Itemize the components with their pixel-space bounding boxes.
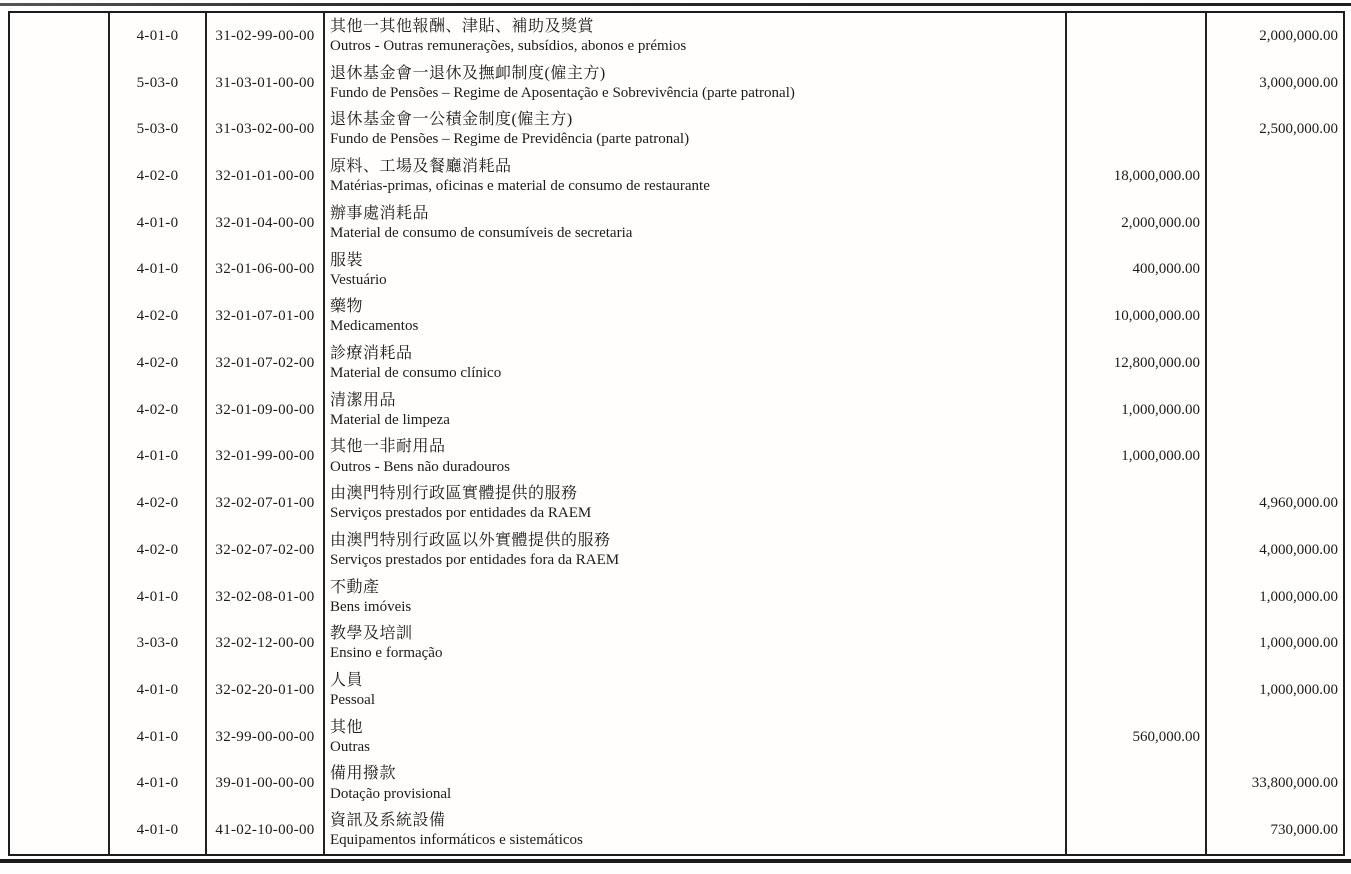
budget-code-cell: 32-02-08-01-00	[207, 574, 325, 621]
group-code-cell: 4-01-0	[110, 13, 207, 60]
description-pt: Ensino e formação	[330, 645, 443, 662]
amount-column2-cell	[1207, 200, 1343, 247]
description-zh: 診療消耗品	[330, 344, 413, 362]
budget-code-cell: 31-03-02-00-00	[207, 106, 325, 153]
group-code-cell: 4-01-0	[110, 761, 207, 808]
description-cell	[325, 387, 1067, 434]
description-pt: Pessoal	[330, 692, 375, 709]
amount-column1-cell	[1067, 574, 1207, 621]
amount-column1-cell: 18,000,000.00	[1067, 153, 1207, 200]
amount-column1-cell	[1067, 60, 1207, 107]
description-pt: Material de consumo clínico	[330, 365, 502, 382]
description-cell	[325, 527, 1067, 574]
page-bottom-rule	[0, 859, 1351, 863]
description-cell	[325, 293, 1067, 340]
amount-column1-cell	[1067, 807, 1207, 854]
amount-column2-cell	[1207, 387, 1343, 434]
description-cell	[325, 247, 1067, 294]
group-code-cell: 4-02-0	[110, 153, 207, 200]
org-code-cell	[10, 761, 110, 808]
org-code-cell	[10, 247, 110, 294]
description-zh: 辦事處消耗品	[330, 204, 430, 222]
description-cell	[325, 13, 1067, 60]
group-code-cell: 4-01-0	[110, 247, 207, 294]
description-cell	[325, 200, 1067, 247]
budget-code-cell: 39-01-00-00-00	[207, 761, 325, 808]
budget-code-cell: 41-02-10-00-00	[207, 807, 325, 854]
description-zh: 清潔用品	[330, 391, 397, 409]
org-code-cell	[10, 714, 110, 761]
amount-column1-cell	[1067, 620, 1207, 667]
description-pt: Material de limpeza	[330, 411, 450, 428]
amount-column2-cell	[1207, 247, 1343, 294]
group-code-cell: 3-03-0	[110, 620, 207, 667]
group-code-cell: 4-01-0	[110, 714, 207, 761]
budget-code-cell: 32-01-09-00-00	[207, 387, 325, 434]
org-code-cell	[10, 153, 110, 200]
group-code-cell: 4-02-0	[110, 387, 207, 434]
amount-column1-cell: 1,000,000.00	[1067, 433, 1207, 480]
amount-column2-cell: 1,000,000.00	[1259, 635, 1338, 652]
budget-code-cell: 31-03-01-00-00	[207, 60, 325, 107]
description-cell	[325, 807, 1067, 854]
org-code-cell	[10, 340, 110, 387]
budget-code-cell: 32-02-12-00-00	[207, 620, 325, 667]
amount-column2-cell: 4,960,000.00	[1259, 495, 1338, 512]
budget-code-cell: 32-01-07-01-00	[207, 293, 325, 340]
budget-table	[8, 11, 1345, 856]
description-cell	[325, 620, 1067, 667]
amount-column2-cell: 1,000,000.00	[1259, 681, 1338, 698]
org-code-cell	[10, 387, 110, 434]
amount-column2-cell	[1207, 340, 1343, 387]
description-zh: 退休基金會一公積金制度(僱主方)	[330, 111, 573, 129]
description-pt: Matérias-primas, oficinas e material de consumo de restaurante	[330, 178, 710, 195]
org-code-cell	[10, 480, 110, 527]
description-pt: Vestuário	[330, 271, 387, 288]
org-code-cell	[10, 527, 110, 574]
description-pt: Outras	[330, 738, 370, 755]
description-zh: 由澳門特別行政區實體提供的服務	[330, 485, 578, 503]
description-pt: Equipamentos informáticos e sistemáticos	[330, 832, 583, 849]
description-cell	[325, 60, 1067, 107]
description-cell	[325, 106, 1067, 153]
budget-code-cell: 32-02-07-01-00	[207, 480, 325, 527]
description-cell	[325, 153, 1067, 200]
group-code-cell: 5-03-0	[110, 106, 207, 153]
budget-code-cell: 32-01-99-00-00	[207, 433, 325, 480]
amount-column1-cell	[1067, 761, 1207, 808]
description-zh: 不動產	[330, 578, 380, 596]
description-zh: 資訊及系統設備	[330, 812, 446, 830]
amount-column1-cell: 400,000.00	[1067, 247, 1207, 294]
group-code-cell: 4-01-0	[110, 667, 207, 714]
description-cell	[325, 714, 1067, 761]
org-code-cell	[10, 13, 110, 60]
budget-code-cell: 32-01-06-00-00	[207, 247, 325, 294]
description-pt: Fundo de Pensões – Regime de Previdência (parte patronal)	[330, 131, 690, 148]
description-zh: 退休基金會一退休及撫卹制度(僱主方)	[330, 64, 606, 82]
description-zh: 藥物	[330, 298, 364, 316]
amount-column1-cell: 2,000,000.00	[1067, 200, 1207, 247]
description-zh: 由澳門特別行政區以外實體提供的服務	[330, 531, 611, 549]
org-code-cell	[10, 293, 110, 340]
amount-column2-cell	[1207, 293, 1343, 340]
description-cell	[325, 340, 1067, 387]
amount-column2-cell: 730,000.00	[1270, 822, 1338, 839]
description-cell	[325, 574, 1067, 621]
page-top-rule	[0, 3, 1351, 6]
description-pt: Dotação provisional	[330, 785, 452, 802]
group-code-cell: 4-02-0	[110, 527, 207, 574]
amount-column1-cell	[1067, 527, 1207, 574]
org-code-cell	[10, 200, 110, 247]
description-zh: 備用撥款	[330, 765, 397, 783]
amount-column1-cell	[1067, 667, 1207, 714]
group-code-cell: 4-01-0	[110, 574, 207, 621]
amount-column2-cell: 4,000,000.00	[1259, 541, 1338, 558]
org-code-cell	[10, 807, 110, 854]
org-code-cell	[10, 620, 110, 667]
amount-column2-cell: 3,000,000.00	[1259, 74, 1338, 91]
amount-column1-cell	[1067, 480, 1207, 527]
budget-code-cell: 32-01-04-00-00	[207, 200, 325, 247]
description-cell	[325, 480, 1067, 527]
group-code-cell: 4-01-0	[110, 433, 207, 480]
budget-code-cell: 32-01-01-00-00	[207, 153, 325, 200]
budget-code-cell: 31-02-99-00-00	[207, 13, 325, 60]
description-cell	[325, 667, 1067, 714]
description-zh: 其他一非耐用品	[330, 438, 446, 456]
amount-column1-cell: 12,800,000.00	[1067, 340, 1207, 387]
description-pt: Serviços prestados por entidades da RAEM	[330, 505, 592, 522]
org-code-cell	[10, 60, 110, 107]
description-zh: 原料、工場及餐廳消耗品	[330, 158, 512, 176]
description-pt: Outros - Outras remunerações, subsídios, abonos e prémios	[330, 38, 687, 55]
amount-column1-cell: 1,000,000.00	[1067, 387, 1207, 434]
description-zh: 服裝	[330, 251, 364, 269]
group-code-cell: 4-02-0	[110, 293, 207, 340]
org-code-cell	[10, 106, 110, 153]
description-cell	[325, 761, 1067, 808]
amount-column2-cell: 1,000,000.00	[1259, 588, 1338, 605]
description-pt: Outros - Bens não duradouros	[330, 458, 510, 475]
budget-code-cell: 32-99-00-00-00	[207, 714, 325, 761]
budget-code-cell: 32-02-20-01-00	[207, 667, 325, 714]
amount-column1-cell: 10,000,000.00	[1067, 293, 1207, 340]
description-pt: Serviços prestados por entidades fora da RAEM	[330, 551, 620, 568]
amount-column2-cell	[1207, 714, 1343, 761]
amount-column2-cell	[1207, 433, 1343, 480]
amount-column1-cell	[1067, 13, 1207, 60]
group-code-cell: 4-02-0	[110, 480, 207, 527]
group-code-cell: 4-01-0	[110, 807, 207, 854]
org-code-cell	[10, 433, 110, 480]
description-zh: 教學及培訓	[330, 625, 413, 643]
amount-column1-cell: 560,000.00	[1067, 714, 1207, 761]
org-code-cell	[10, 667, 110, 714]
group-code-cell: 4-01-0	[110, 200, 207, 247]
description-pt: Bens imóveis	[330, 598, 412, 615]
description-cell	[325, 433, 1067, 480]
group-code-cell: 5-03-0	[110, 60, 207, 107]
amount-column1-cell	[1067, 106, 1207, 153]
group-code-cell: 4-02-0	[110, 340, 207, 387]
budget-code-cell: 32-01-07-02-00	[207, 340, 325, 387]
description-pt: Material de consumo de consumíveis de secretaria	[330, 224, 633, 241]
amount-column2-cell: 2,000,000.00	[1259, 27, 1338, 44]
org-code-cell	[10, 574, 110, 621]
description-pt: Fundo de Pensões – Regime de Aposentação e Sobrevivência (parte patronal)	[330, 84, 795, 101]
description-pt: Medicamentos	[330, 318, 419, 335]
budget-code-cell: 32-02-07-02-00	[207, 527, 325, 574]
description-zh: 其他一其他報酬、津貼、補助及獎賞	[330, 17, 595, 35]
amount-column2-cell	[1207, 153, 1343, 200]
amount-column2-cell: 33,800,000.00	[1251, 775, 1338, 792]
description-zh: 其他	[330, 718, 364, 736]
description-zh: 人員	[330, 672, 364, 690]
amount-column2-cell: 2,500,000.00	[1259, 121, 1338, 138]
